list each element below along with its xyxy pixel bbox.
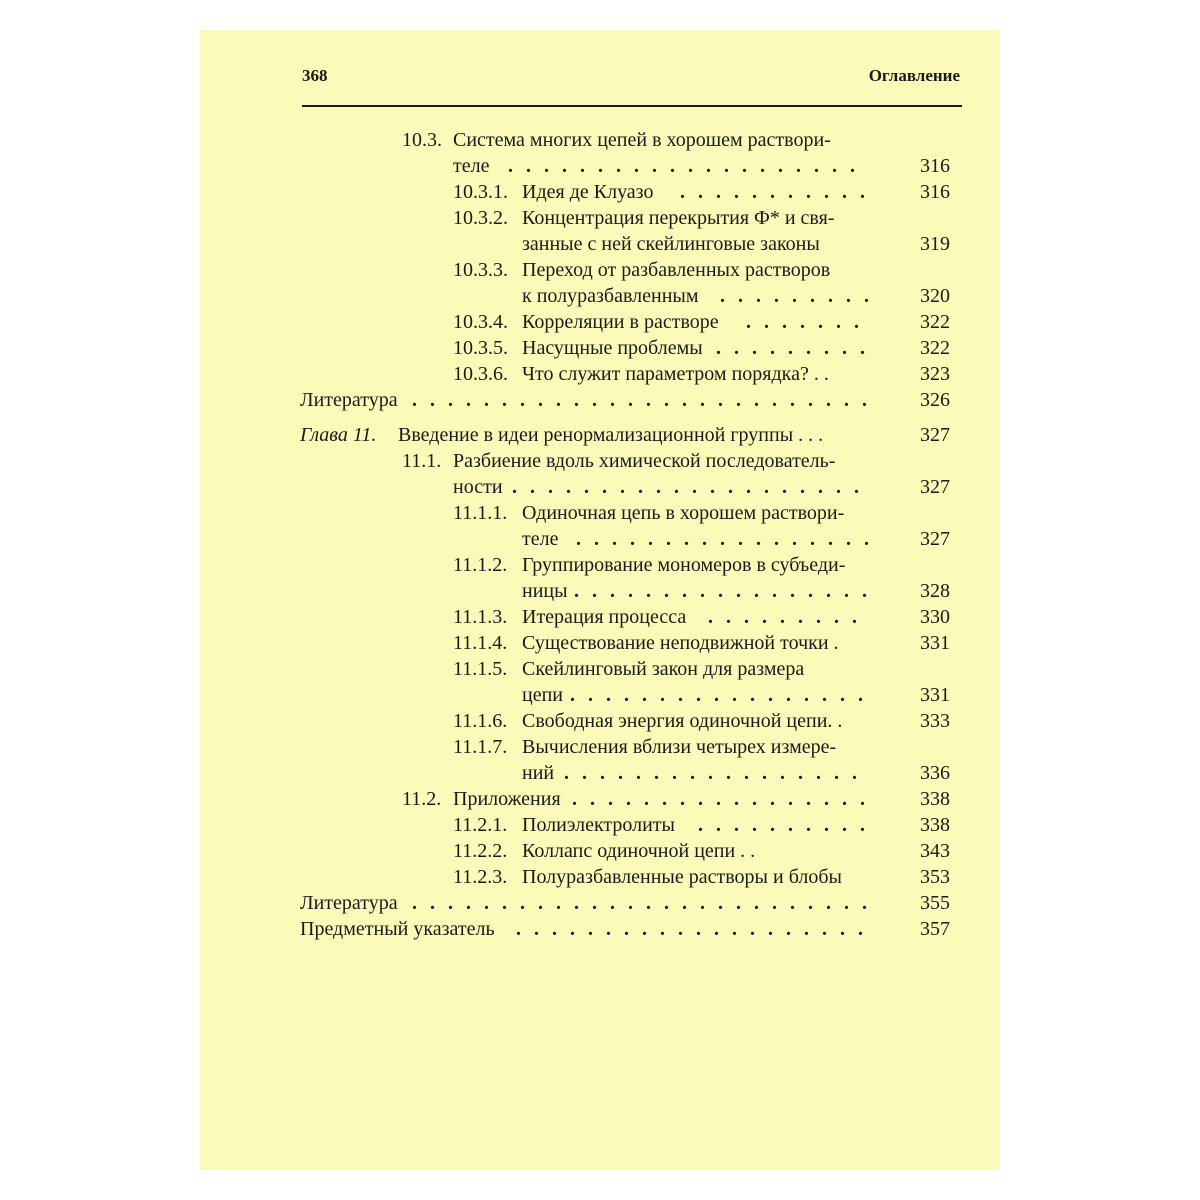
toc-entry bbox=[300, 335, 960, 361]
toc-entry-title: Полуразбавленные растворы и блобы bbox=[522, 866, 842, 888]
toc-entry-title: Приложения bbox=[453, 788, 561, 810]
toc-entry-title: Концентрация перекрытия Ф* и свя- bbox=[522, 207, 835, 229]
section-title: Оглавление bbox=[868, 66, 960, 85]
toc-entry-number: 10.3.5. bbox=[453, 337, 508, 359]
toc-entry-page: 323 bbox=[920, 363, 950, 385]
toc-entry-page: 355 bbox=[920, 892, 950, 914]
book-page bbox=[200, 30, 1000, 1170]
toc-entry-number: 11.2.1. bbox=[453, 814, 508, 836]
toc-entry-page: 343 bbox=[920, 840, 950, 862]
toc-entry bbox=[300, 309, 960, 335]
toc-entry-number: 10.3.3. bbox=[453, 259, 508, 281]
toc-entry-title: Корреляции в растворе bbox=[522, 311, 719, 333]
dot-leader bbox=[746, 309, 870, 335]
toc-entry-title: Что служит параметром порядка? . . bbox=[522, 363, 829, 385]
toc-entry-number: 10.3. bbox=[402, 129, 442, 151]
toc-entry-title-cont: ний bbox=[522, 762, 555, 784]
page-number: 368 bbox=[302, 66, 328, 85]
toc-entry-page: 322 bbox=[920, 337, 950, 359]
toc-entry-title-cont: занные с ней скейлинговые законы bbox=[522, 233, 820, 255]
header-rule bbox=[302, 105, 962, 107]
dot-leader bbox=[516, 916, 870, 942]
toc-entry bbox=[300, 500, 960, 552]
toc-entry bbox=[300, 127, 960, 179]
toc-entry-title: Скейлинговый закон для размера bbox=[522, 658, 805, 680]
dot-leader bbox=[570, 682, 870, 708]
toc-entry-number: 11.2.2. bbox=[453, 840, 508, 862]
toc-entry-number: 10.3.6. bbox=[453, 363, 508, 385]
dot-leader bbox=[574, 578, 870, 604]
toc-entry-page: 328 bbox=[920, 580, 950, 602]
toc-entry-title: Существование неподвижной точки . bbox=[522, 632, 839, 654]
toc-entry-number: 11.1.2. bbox=[453, 554, 508, 576]
dot-leader bbox=[720, 283, 870, 309]
toc-entry-page: 357 bbox=[920, 918, 950, 940]
toc-entry bbox=[300, 422, 960, 448]
toc-entry bbox=[300, 890, 960, 916]
toc-entry-number: 11.1.3. bbox=[453, 606, 508, 628]
toc-entry-title: Разбиение вдоль химической последователь- bbox=[453, 450, 836, 472]
toc-chapter-label: Глава 11. bbox=[300, 424, 377, 446]
toc-entry-title: Вычисления вблизи четырех измере- bbox=[522, 736, 837, 758]
toc-entry-title-cont: к полуразбавленным bbox=[522, 285, 699, 307]
toc-entry-page: 353 bbox=[920, 866, 950, 888]
toc-entry-title: Система многих цепей в хорошем раствори- bbox=[453, 129, 831, 151]
toc-entry-title: Переход от разбавленных растворов bbox=[522, 259, 831, 281]
toc-entry bbox=[300, 552, 960, 604]
toc-entry-number: 11.1.6. bbox=[453, 710, 508, 732]
dot-leader bbox=[412, 387, 870, 413]
toc-entry-number: 10.3.4. bbox=[453, 311, 508, 333]
toc-entry-number: 11.2. bbox=[402, 788, 442, 810]
toc-entry bbox=[300, 257, 960, 309]
toc-entry-page: 327 bbox=[920, 424, 950, 446]
dot-leader bbox=[572, 786, 870, 812]
toc-entry-number: 11.1.7. bbox=[453, 736, 508, 758]
dot-leader bbox=[708, 604, 870, 630]
toc-entry bbox=[300, 708, 960, 734]
toc-entry bbox=[300, 361, 960, 387]
toc-entry-number: 11.1.1. bbox=[453, 502, 508, 524]
toc-entry-title-cont: ницы bbox=[522, 580, 568, 602]
running-head bbox=[302, 66, 960, 90]
dot-leader bbox=[412, 890, 870, 916]
dot-leader bbox=[576, 526, 870, 552]
toc-entry bbox=[300, 604, 960, 630]
toc-entry-number: 11.1.4. bbox=[453, 632, 508, 654]
toc-entry bbox=[300, 448, 960, 500]
toc-entry-page: 336 bbox=[920, 762, 950, 784]
toc-entry-number: 11.1.5. bbox=[453, 658, 508, 680]
toc-entry-page: 316 bbox=[920, 181, 950, 203]
dot-leader bbox=[512, 474, 870, 500]
toc-entry-number: 11.2.3. bbox=[453, 866, 508, 888]
toc-entry-title-cont: цепи bbox=[522, 684, 563, 706]
toc-entry-page: 327 bbox=[920, 528, 950, 550]
dot-leader bbox=[680, 179, 870, 205]
toc-entry bbox=[300, 734, 960, 786]
dot-leader bbox=[698, 812, 870, 838]
toc-entry-page: 320 bbox=[920, 285, 950, 307]
toc-entry-number: 10.3.1. bbox=[453, 181, 508, 203]
toc-entry-page: 327 bbox=[920, 476, 950, 498]
toc-entry bbox=[300, 812, 960, 838]
toc-entry-title-cont: ности bbox=[453, 476, 503, 498]
toc-entry-title: Введение в идеи ренормализационной группы . . . bbox=[398, 424, 824, 446]
dot-leader bbox=[564, 760, 870, 786]
toc-entry-title-cont: теле bbox=[522, 528, 559, 550]
toc-entry-title: Полиэлектролиты bbox=[522, 814, 675, 836]
toc-entry-title-cont: теле bbox=[453, 155, 490, 177]
toc-entry bbox=[300, 205, 960, 257]
toc-entry-page: 316 bbox=[920, 155, 950, 177]
toc-entry-number: 11.1. bbox=[402, 450, 442, 472]
toc-entry-title: Литература bbox=[300, 892, 398, 914]
toc-entry-title: Предметный указатель bbox=[300, 918, 495, 940]
toc-entry bbox=[300, 786, 960, 812]
toc-entry-page: 338 bbox=[920, 788, 950, 810]
toc-entry bbox=[300, 838, 960, 864]
toc-entry-title: Литература bbox=[300, 389, 398, 411]
toc-entry-title: Коллапс одиночной цепи . . bbox=[522, 840, 756, 862]
toc-entry bbox=[300, 630, 960, 656]
toc-entry-title: Итерация процесса bbox=[522, 606, 687, 628]
toc-entry bbox=[300, 656, 960, 708]
toc-entry-page: 330 bbox=[920, 606, 950, 628]
toc-entry-page: 331 bbox=[920, 632, 950, 654]
toc-entry-title: Идея де Клуазо bbox=[522, 181, 654, 203]
toc-entry-number: 10.3.2. bbox=[453, 207, 508, 229]
toc-entry-page: 322 bbox=[920, 311, 950, 333]
dot-leader bbox=[508, 153, 868, 179]
table-of-contents bbox=[300, 127, 960, 942]
toc-entry bbox=[300, 387, 960, 413]
toc-entry-page: 331 bbox=[920, 684, 950, 706]
toc-entry-page: 326 bbox=[920, 389, 950, 411]
toc-entry-page: 338 bbox=[920, 814, 950, 836]
toc-entry bbox=[300, 916, 960, 942]
dot-leader bbox=[716, 335, 870, 361]
toc-entry bbox=[300, 179, 960, 205]
toc-entry-title: Группирование мономеров в субъеди- bbox=[522, 554, 846, 576]
toc-entry-page: 333 bbox=[920, 710, 950, 732]
toc-entry bbox=[300, 864, 960, 890]
toc-entry-title: Одиночная цепь в хорошем раствори- bbox=[522, 502, 845, 524]
toc-entry-title: Свободная энергия одиночной цепи. . bbox=[522, 710, 843, 732]
toc-entry-page: 319 bbox=[920, 233, 950, 255]
toc-entry-title: Насущные проблемы bbox=[522, 337, 703, 359]
